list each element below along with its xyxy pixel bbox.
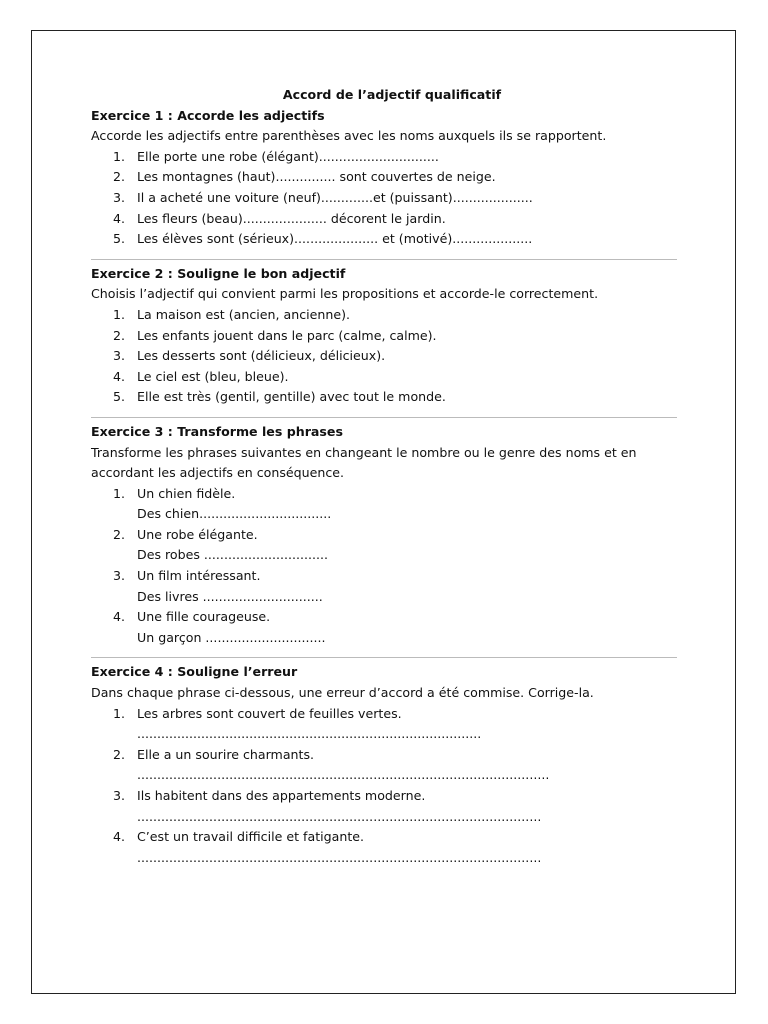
worksheet-content bbox=[91, 85, 681, 868]
list-item: Il a acheté une voiture (neuf).............et (puissant).................... bbox=[137, 189, 533, 205]
exercise-4-title: Exercice 4 : Souligne l’erreur bbox=[91, 664, 298, 680]
answer-line[interactable]: Des livres .............................. bbox=[137, 588, 323, 604]
list-item: Les desserts sont (délicieux, délicieux). bbox=[137, 348, 386, 364]
list-item bbox=[137, 607, 681, 648]
exercise-3-instruction: Transforme les phrases suivantes en changeant le nombre ou le genre des noms et en accordant les adjectifs en conséquence. bbox=[91, 444, 637, 481]
exercise-4 bbox=[91, 662, 681, 868]
list-item bbox=[137, 745, 681, 786]
exercise-3-list bbox=[91, 484, 681, 649]
exercise-4-instruction: Dans chaque phrase ci-dessous, une erreur d’accord a été commise. Corrige-la. bbox=[91, 685, 594, 701]
answer-line[interactable]: Un garçon .............................. bbox=[137, 629, 326, 645]
list-item bbox=[137, 484, 681, 525]
exercise-2-title: Exercice 2 : Souligne le bon adjectif bbox=[91, 265, 346, 281]
answer-line[interactable]: ..................................................................................................... bbox=[137, 808, 542, 824]
sentence: C’est un travail difficile et fatigante. bbox=[137, 829, 365, 845]
worksheet-page bbox=[31, 30, 736, 994]
exercise-2-instruction: Choisis l’adjectif qui convient parmi les propositions et accorde-le correctement. bbox=[91, 286, 599, 302]
list-item bbox=[137, 525, 681, 566]
exercise-2 bbox=[91, 264, 681, 408]
answer-line[interactable]: ...................................................................................... bbox=[137, 726, 482, 742]
sentence: Un film intéressant. bbox=[137, 568, 261, 584]
list-item: Les montagnes (haut)............... sont couvertes de neige. bbox=[137, 169, 496, 185]
list-item: Les fleurs (beau)..................... décorent le jardin. bbox=[137, 210, 446, 226]
exercise-1-title: Exercice 1 : Accorde les adjectifs bbox=[91, 107, 325, 123]
section-divider bbox=[91, 259, 677, 260]
sentence: Elle a un sourire charmants. bbox=[137, 746, 315, 762]
list-item bbox=[137, 566, 681, 607]
sentence: Ils habitent dans des appartements moderne. bbox=[137, 788, 426, 803]
exercise-4-list bbox=[91, 704, 681, 869]
exercise-1-instruction: Accorde les adjectifs entre parenthèses avec les noms auxquels ils se rapportent. bbox=[91, 128, 607, 144]
answer-line[interactable]: ..................................................................................................... bbox=[137, 849, 542, 865]
section-divider bbox=[91, 657, 677, 658]
exercise-3 bbox=[91, 422, 681, 649]
exercise-3-title: Exercice 3 : Transforme les phrases bbox=[91, 423, 343, 439]
list-item bbox=[137, 786, 681, 827]
list-item bbox=[137, 827, 681, 868]
list-item bbox=[137, 704, 681, 745]
exercise-2-list bbox=[91, 305, 681, 408]
sentence: Un chien fidèle. bbox=[137, 485, 236, 501]
sentence: Une robe élégante. bbox=[137, 526, 258, 542]
exercise-1 bbox=[91, 106, 681, 250]
section-divider bbox=[91, 417, 677, 418]
worksheet-title: Accord de l’adjectif qualificatif bbox=[282, 87, 502, 102]
list-item: Le ciel est (bleu, bleue). bbox=[137, 368, 289, 384]
list-item: Elle est très (gentil, gentille) avec tout le monde. bbox=[137, 389, 446, 405]
answer-line[interactable]: Des robes ............................... bbox=[137, 547, 329, 563]
sentence: Les arbres sont couvert de feuilles vertes. bbox=[137, 705, 402, 721]
sentence: Une fille courageuse. bbox=[137, 609, 271, 625]
list-item: Elle porte une robe (élégant).............................. bbox=[137, 148, 439, 164]
exercise-1-list bbox=[91, 147, 681, 250]
answer-line[interactable]: ....................................................................................................... bbox=[137, 767, 550, 783]
list-item: Les enfants jouent dans le parc (calme, calme). bbox=[137, 327, 437, 343]
list-item: La maison est (ancien, ancienne). bbox=[137, 306, 350, 322]
answer-line[interactable]: Des chien................................. bbox=[137, 506, 332, 522]
list-item: Les élèves sont (sérieux)..................... et (motivé).................... bbox=[137, 231, 533, 247]
